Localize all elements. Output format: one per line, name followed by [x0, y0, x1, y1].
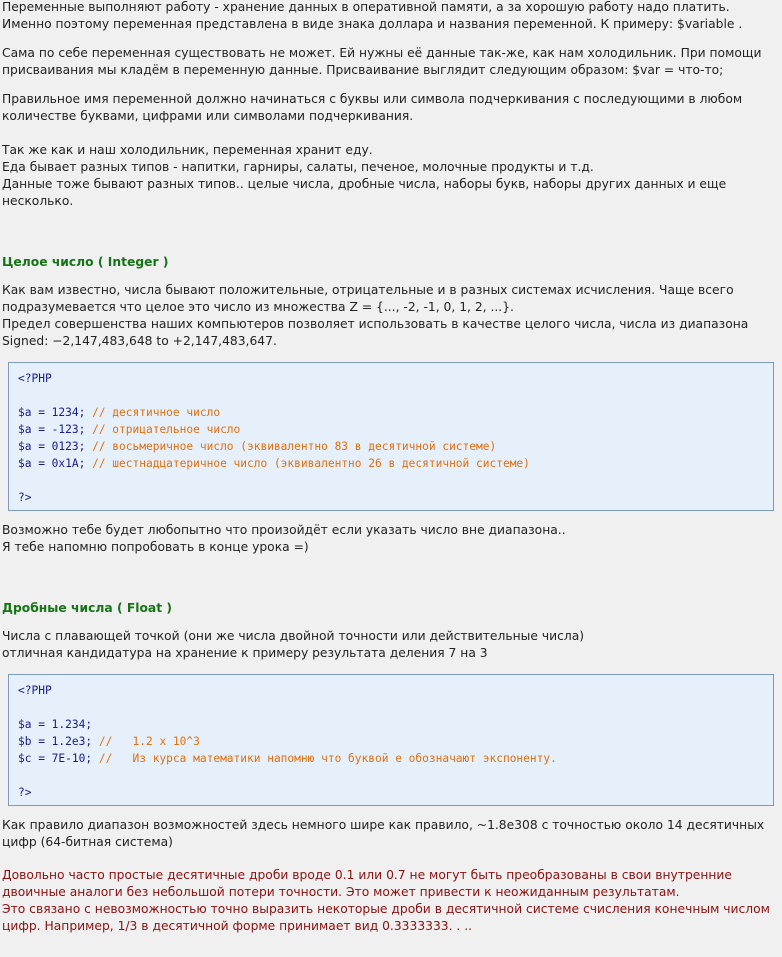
text-line: цифр (64-битная система) [2, 835, 173, 849]
text-line: присваивания мы кладём в переменную данные. Присваивание выглядит следующим образом: $var = что-то; [2, 63, 724, 77]
code-text: $a = 0x1A; [18, 457, 93, 470]
text-line: Переменные выполняют работу - хранение данных в оперативной памяти, а за хорошую работу надо платить. [2, 0, 730, 14]
php-open-tag: <?PHP [18, 372, 52, 385]
code-comment: // отрицательное число [92, 423, 241, 436]
code-comment: // 1.2 x 10^3 [98, 735, 200, 748]
blank-line [18, 699, 763, 716]
code-text: $a = 1234; [18, 406, 93, 419]
code-text: $a = -123; [18, 423, 93, 436]
float-paragraph [2, 628, 782, 662]
float-range-paragraph [2, 817, 782, 851]
warning-line: цифр. Например, 1/3 в десятичной форме принимает вид 0.3333333. . .. [2, 919, 473, 933]
warning-line: Это связано с невозможностью точно выразить некоторые дроби в десятичной системе счисления конечным числом [2, 902, 770, 916]
code-line [18, 716, 763, 733]
code-line [18, 421, 763, 438]
php-close-tag: ?> [18, 491, 32, 504]
text-line: Правильное имя переменной должно начинаться с буквы или символа подчеркивания с последующими в любом [2, 92, 743, 106]
warning-line: двоичные аналоги без небольшой потери точности. Это может привести к неожиданным результатам. [2, 885, 680, 899]
intro-paragraph [2, 0, 782, 33]
code-line [18, 438, 763, 455]
code-comment: // шестнадцатеричное число (эквивалентно 26 в десятичной системе) [92, 457, 530, 470]
code-comment: // восьмеричное число (эквивалентно 83 в десятичной системе) [92, 440, 497, 453]
integer-code-block [8, 362, 774, 511]
code-text: $c = 7E-10; [18, 752, 99, 765]
blank-line [18, 767, 763, 784]
float-code-block [8, 674, 774, 806]
code-text: $a = 1.234; [18, 718, 93, 731]
text-line: подразумевается что целое это число из множества Z = {..., -2, -1, 0, 1, 2, ...}. [2, 300, 514, 314]
text-line: Сама по себе переменная существовать не может. Ей нужны её данные так-же, как нам холодильник. При помощи [2, 46, 762, 60]
fridge-paragraph [2, 142, 782, 210]
code-line [18, 404, 763, 421]
code-line [18, 750, 763, 767]
integer-paragraph [2, 282, 782, 350]
php-open-tag: <?PHP [18, 684, 52, 697]
float-heading: Дробные числа ( Float ) [2, 601, 173, 615]
code-line [18, 733, 763, 750]
text-line: несколько. [2, 194, 74, 208]
text-line: Я тебе напомню попробовать в конце урока =) [2, 540, 309, 554]
text-line: Еда бывает разных типов - напитки, гарниры, салаты, печеное, молочные продукты и т.д. [2, 160, 594, 174]
integer-heading: Целое число ( Integer ) [2, 255, 169, 269]
float-warning-paragraph [2, 867, 782, 935]
text-line: отличная кандидатура на хранение к примеру результата деления 7 на 3 [2, 646, 488, 660]
code-text: $a = 0123; [18, 440, 93, 453]
code-text: $b = 1.2e3; [18, 735, 99, 748]
text-line: Signed: −2,147,483,648 to +2,147,483,647. [2, 334, 277, 348]
text-line: Предел совершенства наших компьютеров позволяет использовать в качестве целого числа, числа из диапазона [2, 317, 749, 331]
text-line: Так же как и наш холодильник, переменная хранит еду. [2, 143, 373, 157]
text-line: Данные тоже бывают разных типов.. целые числа, дробные числа, наборы букв, наборы других данных и еще [2, 177, 727, 191]
blank-line [18, 387, 763, 404]
code-comment: // Из курса математики напомню что буквой е обозначают экспоненту. [98, 752, 557, 765]
warning-line: Довольно часто простые десятичные дроби вроде 0.1 или 0.7 не могут быть преобразованы в свои внутренние [2, 868, 732, 882]
assignment-paragraph [2, 45, 782, 79]
text-line: Именно поэтому переменная представлена в виде знака доллара и названия переменной. К примеру: $variable . [2, 17, 743, 31]
blank-line [18, 472, 763, 489]
integer-after-paragraph [2, 522, 782, 556]
naming-paragraph [2, 91, 782, 125]
php-close-tag: ?> [18, 786, 32, 799]
code-line [18, 455, 763, 472]
text-line: Как правило диапазон возможностей здесь немного шире как правило, ~1.8e308 с точностью около 14 десятичных [2, 818, 765, 832]
code-comment: // десятичное число [92, 406, 221, 419]
text-line: Возможно тебе будет любопытно что произойдёт если указать число вне диапазона.. [2, 523, 566, 537]
text-line: Числа с плавающей точкой (они же числа двойной точности или действительные числа) [2, 629, 585, 643]
text-line: Как вам известно, числа бывают положительные, отрицательные и в разных системах исчисления. Чаще всего [2, 283, 734, 297]
text-line: количестве буквами, цифрами или символами подчеркивания. [2, 109, 414, 123]
